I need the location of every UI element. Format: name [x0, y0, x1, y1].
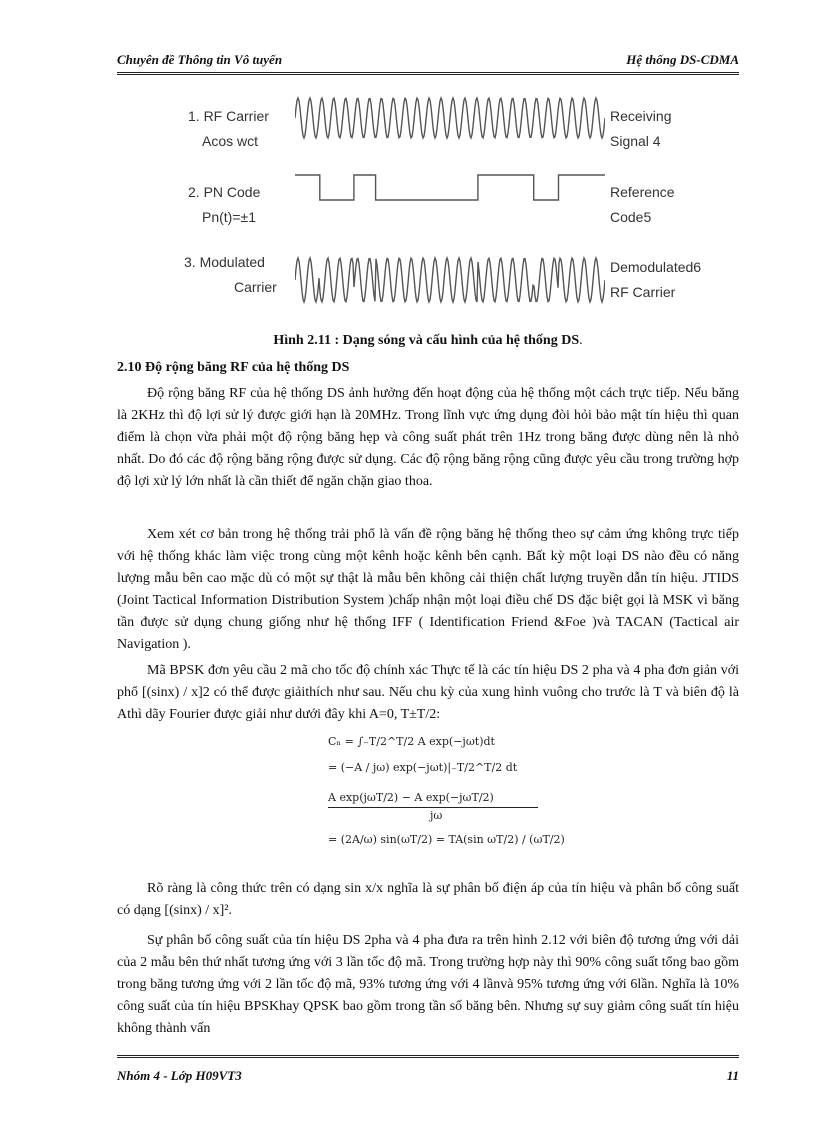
- equation-line-4: = (2A/ω) sin(ωT/2) = TA(sin ωT/2) / (ωT/2): [328, 833, 565, 846]
- equation-fraction-bar: [328, 807, 538, 808]
- pn-code-path: [295, 175, 605, 200]
- page-header: [117, 50, 739, 75]
- figure-label-6: Demodulated6 RF Carrier: [610, 259, 702, 300]
- pn-code-wave: [295, 175, 605, 200]
- modulated-carrier-path: [295, 258, 605, 302]
- paragraph-3: Mã BPSK đơn yêu cầu 2 mã cho tốc độ chính xác Thực tế là các tín hiệu DS 2 pha và 4 pha đơn giản với phổ [(sinx) / x]2 có thể được giảithích như sau. Nếu chu kỳ của xung hình vuông cho trước là T và biên độ là Athì dãy Fourier được giải như dưới đây khi A=0, T±T/2:: [117, 663, 739, 722]
- figure-caption: Hình 2.11 : Dạng sóng và cấu hình của hệ thống DS.: [273, 333, 583, 348]
- paragraph-2: Xem xét cơ bản trong hệ thống trải phổ là vấn đề rộng băng hệ thống theo sự cảm ứng không trực tiếp với hệ thống khác làm việc trong cùng một kênh hoặc kênh bên cạnh. Bất kỳ một loại DS nào đều có năng lượng mẫu bên cao mặc dù có một sự thật là mẫu bên không cải thiện chất lượng truyền dẫn tín hiệu. JTIDS (Joint Tactical Information Distribution System )chấp nhận một loại điều chế DS đặc biệt gọi là MSK vì băng tần được sử dụng chung giống như hệ thống IFF ( Identification Friend &Foe )và TACAN (Tactical air Navigation ).: [117, 527, 739, 652]
- waveform-figure: [180, 90, 702, 320]
- header-left-title: Chuyên đề Thông tin Vô tuyến: [117, 52, 283, 67]
- rf-carrier-wave: [295, 98, 605, 138]
- figure-label-3: 3. Modulated Carrier: [184, 254, 277, 295]
- page-number: 11: [726, 1068, 739, 1083]
- footer-left-text: Nhóm 4 - Lớp H09VT3: [117, 1068, 242, 1083]
- modulated-carrier-wave: [295, 258, 605, 302]
- figure-label-5: Reference Code5: [610, 184, 675, 225]
- paragraph-4: Rõ ràng là công thức trên có dạng sin x/x nghĩa là sự phân bố điện áp của tín hiệu và phân bố công suất có dạng [(sinx) / x]².: [117, 881, 739, 918]
- figure-label-2: 2. PN Code Pn(t)=±1: [188, 184, 261, 225]
- equation-line-3-numerator: A exp(jωT/2) − A exp(−jωT/2): [328, 791, 494, 804]
- waveform-plots: [295, 90, 605, 320]
- figure-label-4: Receiving Signal 4: [610, 108, 672, 149]
- equation-line-3-denominator: jω: [430, 809, 443, 822]
- rf-carrier-path: [295, 98, 605, 138]
- figure-label-1: 1. RF Carrier Acos wct: [188, 108, 269, 149]
- section-title: 2.10 Độ rộng băng RF của hệ thống DS: [117, 360, 350, 375]
- equation-line-1: Cₙ = ∫₋T/2^T/2 A exp(−jωt)dt: [328, 735, 495, 748]
- page-footer: [117, 1055, 739, 1082]
- equation-line-2: = (−A / jω) exp(−jωt)|₋T/2^T/2 dt: [328, 761, 518, 774]
- paragraph-5: Sự phân bố công suất của tín hiệu DS 2pha và 4 pha đưa ra trên hình 2.12 với biên độ tương ứng với dải của 2 mẫu bên thứ nhất tương ứng với 3 lần tốc độ mã. Trong trường hợp này thì 90% công suất tổng bao gồm trong băng tương ứng với 2 lần tốc độ mã, 93% tương ứng với 4 lầnvà 95% tương ứng với 6lần. Nghĩa là 10% công suất của tín hiệu BPSKhay QPSK bao gồm trong tần số băng bên. Nhưng sự suy giảm công suất tín hiệu không thành vấn: [117, 933, 739, 1036]
- header-right-title: Hệ thống DS-CDMA: [626, 52, 739, 67]
- paragraph-1: Độ rộng băng RF của hệ thống DS ảnh hưởng đến hoạt động của hệ thống một cách trực tiếp. Nếu băng là 2KHz thì độ lợi sử lý được giới hạn là 20MHz. Trong lĩnh vực ứng dụng đòi hỏi bảo mật tín hiệu thì quan điểm là chọn vừa phải một độ rộng băng hẹp và công suất phát trên 1Hz trong băng được dùng nên là nhỏ nhất. Do đó các độ rộng băng rộng được sử dụng. Các độ rộng băng rộng cũng được yêu cầu trong trường hợp độ lợi xử lý lớn nhất là cần thiết để ngăn chặn giao thoa.: [117, 386, 739, 489]
- fourier-equation: [320, 735, 565, 860]
